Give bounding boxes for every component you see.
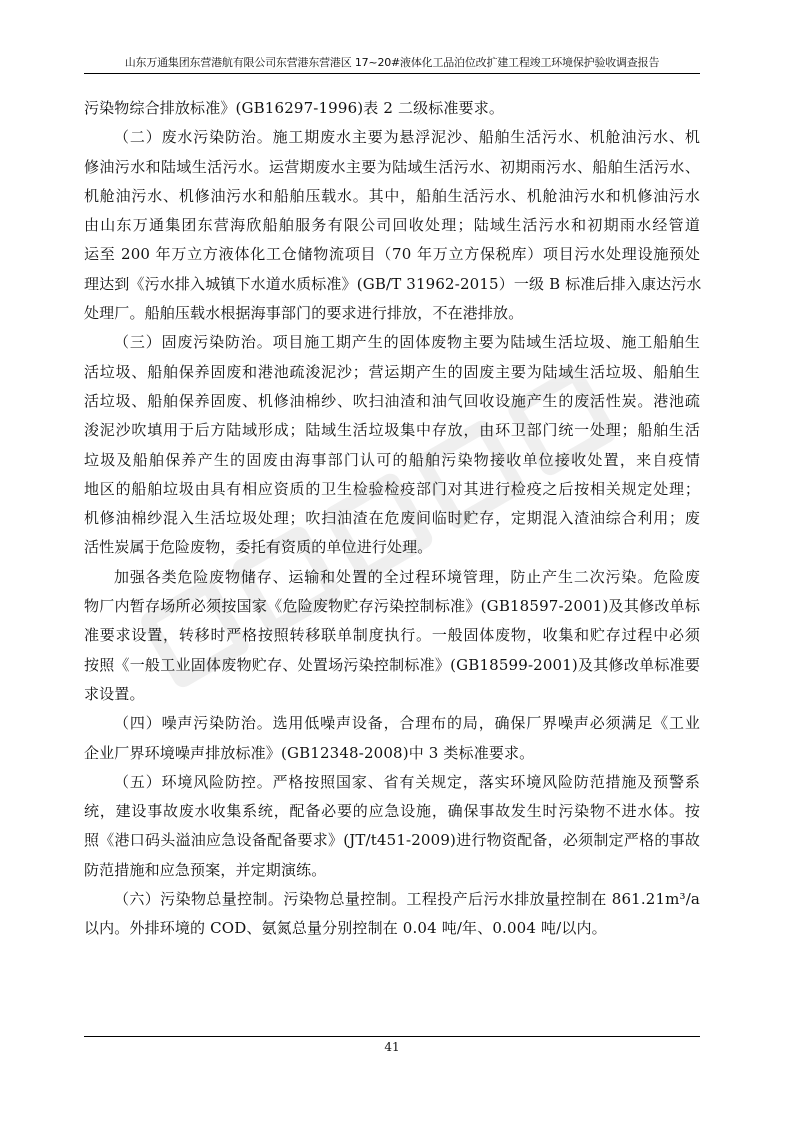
text-line: （五）环境风险防控。严格按照国家、省有关规定，落实环境风险防范措施及预警系 [114,772,700,791]
text-line: （三）固废污染防治。项目施工期产生的固体废物主要为陆域生活垃圾、施工船舶生 [114,333,700,352]
text-line: 求设置。 [84,684,145,703]
text-line: 修油污水和陆域生活污水。运营期废水主要为陆域生活污水、初期雨污水、船舶生活污水、 [84,157,700,176]
text-line: 统，建设事故废水收集系统，配备必要的应急设施，确保事故发生时污染物不进水体。按 [84,802,700,821]
text-line: 机修油棉纱混入生活垃圾处理；吹扫油渣在危废间临时贮存，定期混入渣油综合利用；废 [84,509,700,528]
text-line: 照《港口码头溢油应急设备配备要求》(JT/t451-2009)进行物资配备，必须制定严格的事故 [84,831,700,850]
text-line: 活垃圾、船舶保养固废和港池疏浚泥沙；营运期产生的固废主要为陆域生活垃圾、船舶生 [84,362,700,381]
page-header: 山东万通集团东营港航有限公司东营港东营港区 17~20#液体化工品泊位改扩建工程竣工环境保护验收调查报告 [124,56,660,69]
text-line: （四）噪声污染防治。选用低噪声设备，合理布的局，确保厂界噪声必须满足《工业 [114,714,700,733]
header-rule [84,73,700,74]
text-line: 物厂内暂存场所必须按国家《危险废物贮存污染控制标准》(GB18597-2001)及其修改单标 [84,597,700,616]
text-line: （六）污染物总量控制。污染物总量控制。工程投产后污水排放量控制在 861.21m³/a [114,890,700,909]
text-line: （二）废水污染防治。施工期废水主要为悬浮泥沙、船舶生活污水、机舱油污水、机 [114,128,700,147]
text-line: 运至 200 年万立方液体化工仓储物流项目（70 年万立方保税库）项目污水处理设施预处 [84,245,700,264]
text-line: 加强各类危险废物储存、运输和处置的全过程环境管理，防止产生二次污染。危险废 [114,567,700,586]
text-line: 污染物综合排放标准》(GB16297-1996)表 2 二级标准要求。 [84,99,505,117]
page-number: 41 [384,1040,400,1054]
text-line: 浚泥沙吹填用于后方陆域形成；陆域生活垃圾集中存放，由环卫部门统一处理；船舶生活 [84,421,700,440]
text-line: 按照《一般工业固体废物贮存、处置场污染控制标准》(GB18599-2001)及其修改单标准要 [84,655,700,674]
text-line: 活性炭属于危险废物，委托有资质的单位进行处理。 [84,538,433,557]
text-line: 企业厂界环境噪声排放标准》(GB12348-2008)中 3 类标准要求。 [84,743,535,762]
text-line: 理达到《污水排入城镇下水道水质标准》(GB/T 31962-2015）一级 B 标准后排入康达污水 [84,274,702,293]
body-text [84,94,700,944]
text-line: 机舱油污水、机修油污水和船舶压载水。其中，船舶生活污水、机舱油污水和机修油污水 [84,186,700,205]
text-line: 处理厂。船舶压载水根据海事部门的要求进行排放，不在港排放。 [84,304,524,323]
text-line: 地区的船舶垃圾由具有相应资质的卫生检验检疫部门对其进行检疫之后按相关规定处理； [84,479,700,498]
text-line: 活垃圾、船舶保养固废、机修油棉纱、吹扫油渣和油气回收设施产生的废活性炭。港池疏 [84,391,700,410]
footer-rule [84,1036,700,1037]
text-line: 由山东万通集团东营海欣船舶服务有限公司回收处理；陆域生活污水和初期雨水经管道 [84,216,700,235]
text-line: 防范措施和应急预案，并定期演练。 [84,860,327,879]
text-line: 以内。外排环境的 COD、氨氮总量分别控制在 0.04 吨/年、0.004 吨/以内。 [84,919,607,938]
text-line: 准要求设置，转移时严格按照转移联单制度执行。一般固体废物，收集和贮存过程中必须 [84,626,700,645]
text-line: 垃圾及船舶保养产生的固废由海事部门认可的船舶污染物接收单位接收处置，来自疫情 [84,450,700,469]
